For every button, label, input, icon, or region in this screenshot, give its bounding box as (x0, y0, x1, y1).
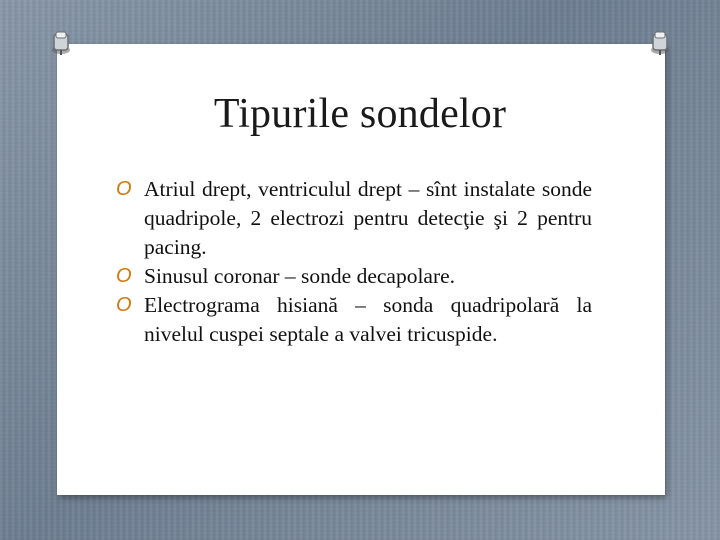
slide-title: Tipurile sondelor (213, 91, 507, 137)
list-item-text: Atriul drept, ventriculul drept – sînt instalate sonde quadripole, 2 electrozi pentru detecţie şi 2 pentru pacing. (144, 177, 592, 259)
bullet-icon: O (116, 178, 132, 200)
bullet-icon: O (116, 294, 132, 316)
list-item-text: Sinusul coronar – sonde decapolare. (144, 264, 456, 288)
list-item-text: Electrograma hisiană – sonda quadripolară la nivelul cuspei septale a valvei tricuspide. (144, 293, 592, 346)
bullet-list (116, 175, 592, 349)
bullet-icon: O (116, 265, 132, 287)
pushpin-icon (50, 30, 72, 56)
list-item (116, 175, 592, 262)
pushpin-icon (649, 30, 671, 56)
list-item (116, 262, 592, 291)
list-item (116, 291, 592, 349)
